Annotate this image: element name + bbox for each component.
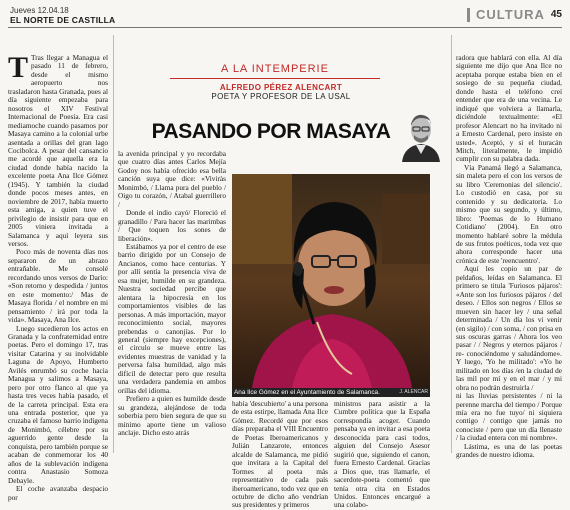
paragraph: Poco más de noventa días nos separaron de un abrazo entrañable. Me consolé recordando unos versos de Darío: «Son retorno y despedida / juntos en este momento:/ Mas de Masaya florida / el nombre en mi pensamiento / irá por toda la vida». Masaya, Ana Ilce. <box>8 247 108 325</box>
paragraph: Prefiero a quien es humilde desde su grandeza, alejándose de toda soberbia pero bien segura de que su mínimo aporte tiene un valioso anclaje. Dicho esto atrás <box>118 394 226 437</box>
author-portrait <box>398 106 444 162</box>
poet-photo-illustration <box>232 174 430 388</box>
column-rubric: A LA INTEMPERIE <box>221 63 329 75</box>
article-column-5 <box>456 53 562 460</box>
paragraph: ni las lluvias persistentes / ni la perenne marcha del tiempo / Porque mía era no fue tuyo/ ni siquiera contigo / contigo que jamás no conociste / pero que un día llenaste / la ciudad entera con mi nombre». <box>456 391 562 443</box>
page-number: 45 <box>550 9 562 20</box>
article-column-3 <box>232 399 328 510</box>
paragraph: radora que hablará con ella. Al día siguiente me dijo que Ana Ilce no aceptaba porque estaba bien en el sosiego de su pequeña ciudad, donde hasta el teléfono creí entender que era de una vecina. Le indiqué que volviera a llamarla, diciéndole textualmente: «El profesor Alencart no ha invitado ni a Ernesto Cardenal, pero insiste en usted». Aceptó, y si el huracán Mitch, literalmente, le impidió cumplir con su palabra dada. <box>456 53 562 164</box>
caption-text: Ana Ilce Gómez en el Ayuntamiento de Salamanca. <box>234 389 380 396</box>
article-photo <box>232 174 430 388</box>
newspaper-name: EL NORTE DE CASTILLA <box>10 15 116 25</box>
paragraph: Vía Panamá llegó a Salamanca, sin maleta pero el con los versos de su libro 'Ceremonias del silencio'. Lo custodió en casa, por su contenido y su dedicatoria. Lo mismo que su segundo, y último, libro: 'Poemas de lo Humano Cotidiano' (2004). En otro momento hablaré sobre la médula de sus frutos poéticos, toda vez que ahora corresponde hacer una crónica de este 'reencuentro'. <box>456 162 562 265</box>
paragraph: El coche avanzaba despacio por <box>8 484 108 502</box>
photo-credit: J. ALENCAR <box>399 389 428 395</box>
headline: PASANDO POR MASAYA <box>151 120 391 143</box>
header-rule <box>8 27 562 28</box>
issue-date: Jueves 12.04.18 <box>10 6 69 15</box>
author-name: ALFREDO PÉREZ ALENCART <box>219 83 343 92</box>
paragraph: la avenida principal y yo recordaba que cuatro días antes Carlos Mejía Godoy nos había ofrecido esa bella canción suya que dice: «Viviràs Monimbó, / Llama pura del pueblo / Oigo tu corazón, / Atabal guerrillero / <box>118 149 226 209</box>
paragraph: ministros para asistir a la Cumbre política que la España correspondía acoger. Cuando pensaba ya en invitar a esa poeta desconocida para casi todos, alguien del Consejo Asesor sugirió que, siguiendo el canon, fuera Ernesto Cardenal. Gracias a Dios que, tras llamarle, el sacerdote-poeta comentó que tenía otra cita en Estados Unidos. Entonces encargué a una colabo- <box>334 399 430 510</box>
photo-caption <box>232 388 430 397</box>
paragraph: Donde el indio cayó/ Floreció el granadillo / Para hacer las marimbas / Que toquen los sones de liberación». <box>118 208 226 243</box>
paragraph-text: Tras llegar a Managua el pasado 11 de febrero, desde el mismo aeropuerto nos trasladaron hasta Granada, pues al día siguiente empezaba para nosotros el XIV Festival Internacional de Poesía. Era casi mediamoche cuando pasamos por Masaya camino a la colonial urbe asentada a orillas del gran lago Cocibolca. A pesar del cansancio me acordé que aquella era la ciudad donde había nacido la excelente poeta Ana Ilce Gómez (1945). Y también la ciudad donde pocos meses antes, en noviembre de 2017, había muerto esta amiga, a quien tuve el privilegio de insistir para que en 2005 viniera invitada a Salamanca y aquí leyera sus versos. <box>8 53 108 248</box>
column-divider <box>451 35 452 453</box>
paragraph: Estábamos ya por el centro de ese barrio dirigido por un Consejo de Ancianos, como hace centurias. Y por allí sentía la presencia viva de esa mujer, humilde en su grandeza. Nuestra sociedad percibe que alentara la hipocresía en los comportamientos visibles de las personas. A más importación, mayor reconocimiento social, mayores prebendas o canonjías. Por lo general (siempre hay excepciones), el círculo se mueve entre las evidentes muestras de vanidad y la perversa falsa humildad, algo más difícil de detectar pero que resulta una verdadera pandemia en ambos orillas del idioma. <box>118 241 226 395</box>
section-bar <box>467 8 470 22</box>
rubric-rule <box>170 78 380 79</box>
paragraph: había 'descubierto' a una persona de esta estirpe, llamada Ana Ilce Gómez. Recordé que por esos días preparaba el VIII Encuentro de Poetas Iberoamericanos y Julián Lanzarote, entonces alcalde de Salamanca, me pidió que invitara a la Capital del Tormes al poeta más representativo de cada país iberoamericano, todo vez que en octubre de dicho año vendrían sus presidentes y primeros <box>232 399 328 510</box>
paragraph: Luego sucedieron los actos en Granada y la confraternidad entre poetas. Pero el domingo 17, tras visitar Catarina y su inolvidable Laguna de Apoyo, Humberto Avilés enrumbó su coche hacia Managua y salimos a Masaya, pero por otro flanco al que ya hasta tres veces había pasado, el de la carreta principal. Esta era una entrada posterior, que ya cruzaba el famoso barrio indígena de Monimbó, célebre por su aguerrido gente desde la conquista, pero también porque se acaban de conmemorar los 40 años de la sublevación indígena contra Anastasio Somoza Debayle. <box>8 323 108 485</box>
column-divider <box>113 35 114 453</box>
paragraph: Aquí les copio un par de peldaños, leídas en Salamanca. El primero se titula 'Furiosos pájaros': «Ante son los furiosos pájaros / del deseo. / Ellos son negros / Ellos se mueven sin hacer ley / una señal determinada / Un día los vi venir (en sigilo) / con soma, / con prisa en sus oscuras garras / Ahora los veo pasar / / Negros y eternos pájaros / re- conociéndome y saludándome». Y luego, 'Yo he militado': «Yo he militado en los días /en la ciudad de las mil por mí y en el mar / y mi obra no podrán destruirla / <box>456 264 562 392</box>
article-column-1 <box>8 51 108 502</box>
drop-cap: T <box>8 51 29 84</box>
article-column-2 <box>118 150 226 455</box>
author-role: POETA Y PROFESOR DE LA USAL <box>211 92 351 101</box>
paragraph <box>8 51 108 248</box>
paragraph: Lástima, es una de las poetas grandes de nuestro idioma. <box>456 441 562 460</box>
section-name: CULTURA <box>476 7 545 22</box>
article-column-4 <box>334 399 430 510</box>
